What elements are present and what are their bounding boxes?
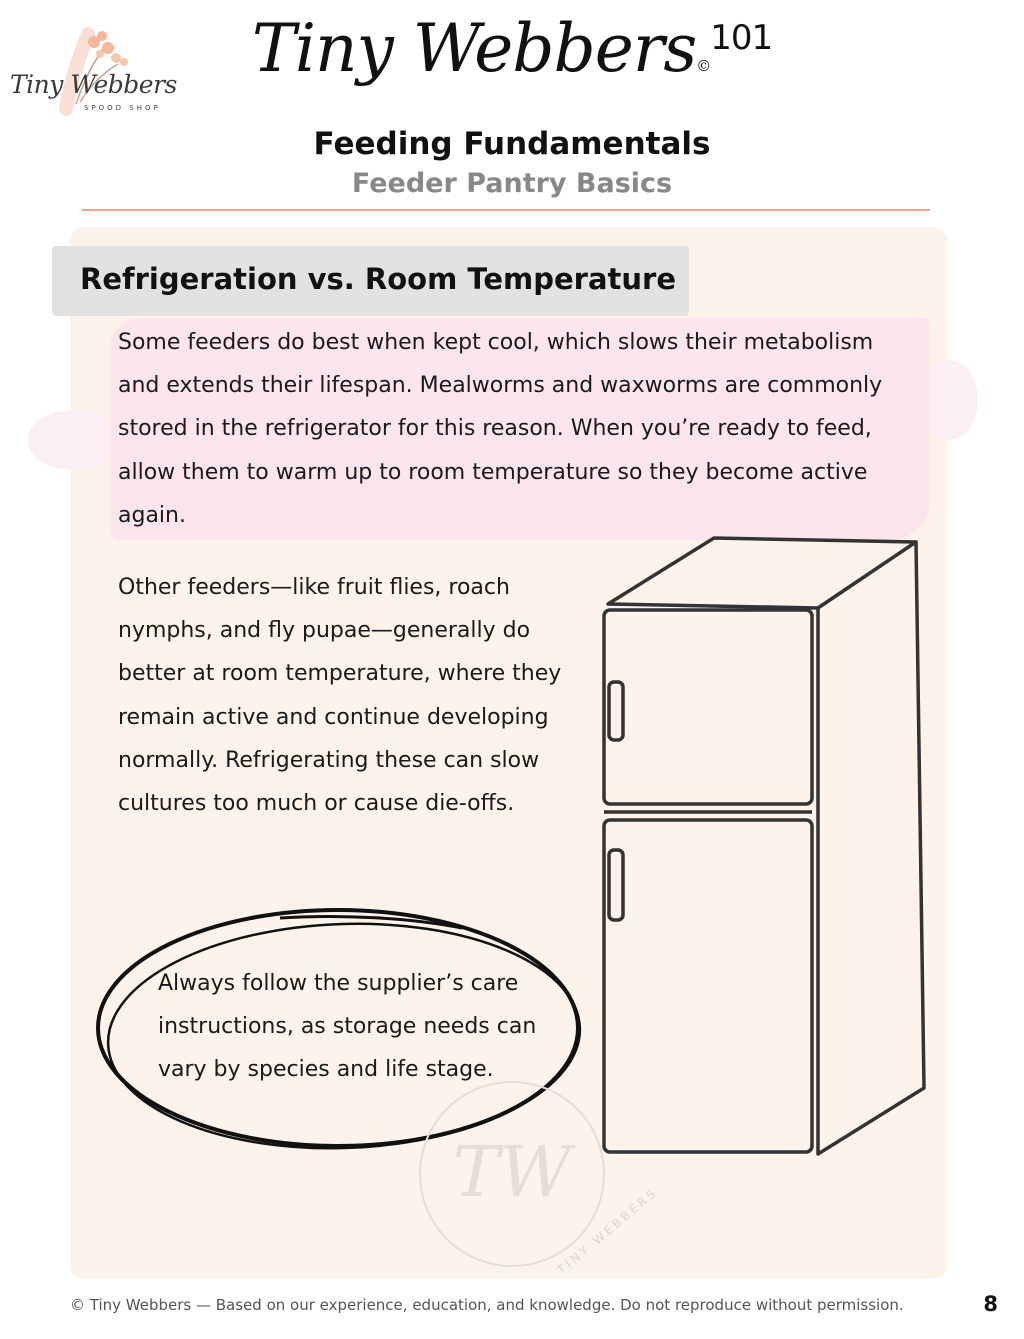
watermark-text: TINY WEBBERS <box>554 1185 661 1278</box>
section-heading: Refrigeration vs. Room Temperature <box>80 262 676 296</box>
logo-script-text: Tiny Webbers <box>10 70 177 99</box>
paragraph-room-temperature: Other feeders—like fruit flies, roach nymphs, and fly pupae—generally do better at room temperature, where they remain active and continue developing normally. Refrigerating these can slow cultures too much or cause die-offs. <box>118 575 562 817</box>
footer-copyright: © Tiny Webbers — Based on our experience, education, and knowledge. Do not reproduce without permission. <box>70 1296 904 1314</box>
logo-subtext: SPOOD SHOP <box>84 104 161 112</box>
brand-number: 101 <box>710 18 773 58</box>
brand-title <box>0 10 1024 87</box>
watermark-monogram: TW <box>452 1131 572 1213</box>
brand-title-text: Tiny Webbers <box>251 10 697 87</box>
refrigerator-icon <box>596 532 936 1164</box>
section-heading-box <box>52 246 689 316</box>
supplier-care-note: Always follow the supplier’s care instructions, as storage needs can vary by species and life stage. <box>158 971 537 1083</box>
page-title: Feeding Fundamentals <box>313 126 711 162</box>
page-subtitle: Feeder Pantry Basics <box>351 168 673 199</box>
tw-watermark-icon <box>412 1078 661 1278</box>
brand-copyright-mark: © <box>696 57 711 75</box>
paragraph-refrigeration: Some feeders do best when kept cool, which slows their metabolism and extends their lifespan. Mealworms and waxworms are commonly stored in the refrigerator for this reason. When you’re ready to feed, allow them to warm up to room temperature so they become active again. <box>118 330 883 528</box>
page-number: 8 <box>983 1292 998 1316</box>
header-divider <box>82 209 930 211</box>
pink-brush-accent <box>28 410 118 470</box>
